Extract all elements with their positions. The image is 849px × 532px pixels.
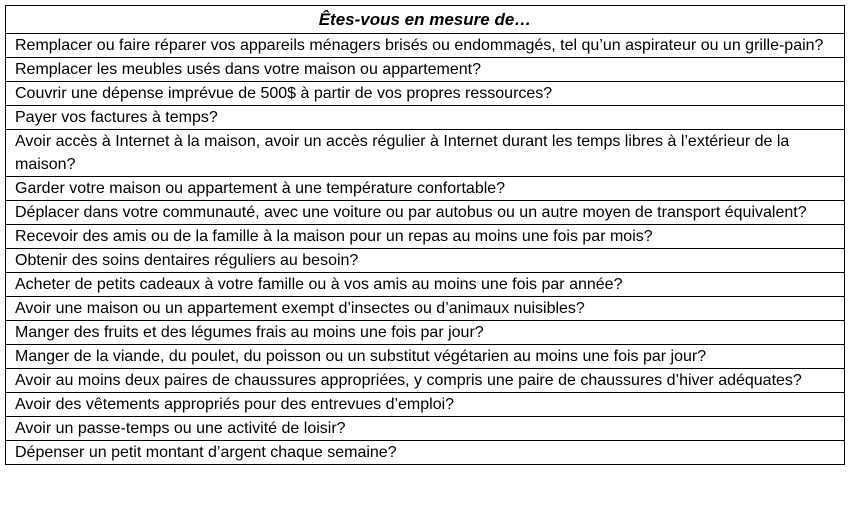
table-row	[6, 249, 845, 273]
table-row	[6, 369, 845, 393]
question-cell: Obtenir des soins dentaires réguliers au besoin?	[6, 249, 845, 273]
table-row	[6, 34, 845, 58]
question-cell: Avoir un passe-temps ou une activité de loisir?	[6, 417, 845, 441]
question-cell: Manger des fruits et des légumes frais au moins une fois par jour?	[6, 321, 845, 345]
question-cell: Payer vos factures à temps?	[6, 106, 845, 130]
table-row	[6, 130, 845, 177]
question-cell: Garder votre maison ou appartement à une température confortable?	[6, 177, 845, 201]
table-row	[6, 345, 845, 369]
table-row	[6, 177, 845, 201]
table-row	[6, 297, 845, 321]
question-cell: Avoir une maison ou un appartement exempt d’insectes ou d’animaux nuisibles?	[6, 297, 845, 321]
table-row	[6, 441, 845, 465]
table-row	[6, 201, 845, 225]
table-row	[6, 417, 845, 441]
question-cell: Acheter de petits cadeaux à votre famille ou à vos amis au moins une fois par année?	[6, 273, 845, 297]
table-row	[6, 82, 845, 106]
table-row	[6, 106, 845, 130]
table-row	[6, 58, 845, 82]
table-row	[6, 225, 845, 249]
question-cell: Remplacer les meubles usés dans votre maison ou appartement?	[6, 58, 845, 82]
question-cell: Déplacer dans votre communauté, avec une voiture ou par autobus ou un autre moyen de transport équivalent?	[6, 201, 845, 225]
table-row	[6, 273, 845, 297]
question-cell: Dépenser un petit montant d’argent chaque semaine?	[6, 441, 845, 465]
question-cell: Remplacer ou faire réparer vos appareils ménagers brisés ou endommagés, tel qu’un aspirateur ou un grille-pain?	[6, 34, 845, 58]
question-cell: Couvrir une dépense imprévue de 500$ à partir de vos propres ressources?	[6, 82, 845, 106]
question-cell: Avoir des vêtements appropriés pour des entrevues d’emploi?	[6, 393, 845, 417]
questions-table	[5, 5, 845, 465]
question-cell: Manger de la viande, du poulet, du poisson ou un substitut végétarien au moins une fois par jour?	[6, 345, 845, 369]
question-cell: Avoir au moins deux paires de chaussures appropriées, y compris une paire de chaussures d’hiver adéquates?	[6, 369, 845, 393]
table-row	[6, 393, 845, 417]
question-cell: Avoir accès à Internet à la maison, avoir un accès régulier à Internet durant les temps libres à l’extérieur de la maison?	[6, 130, 845, 177]
table-header-row	[6, 6, 845, 34]
question-cell: Recevoir des amis ou de la famille à la maison pour un repas au moins une fois par mois?	[6, 225, 845, 249]
table-header: Êtes-vous en mesure de…	[6, 6, 845, 34]
table-row	[6, 321, 845, 345]
